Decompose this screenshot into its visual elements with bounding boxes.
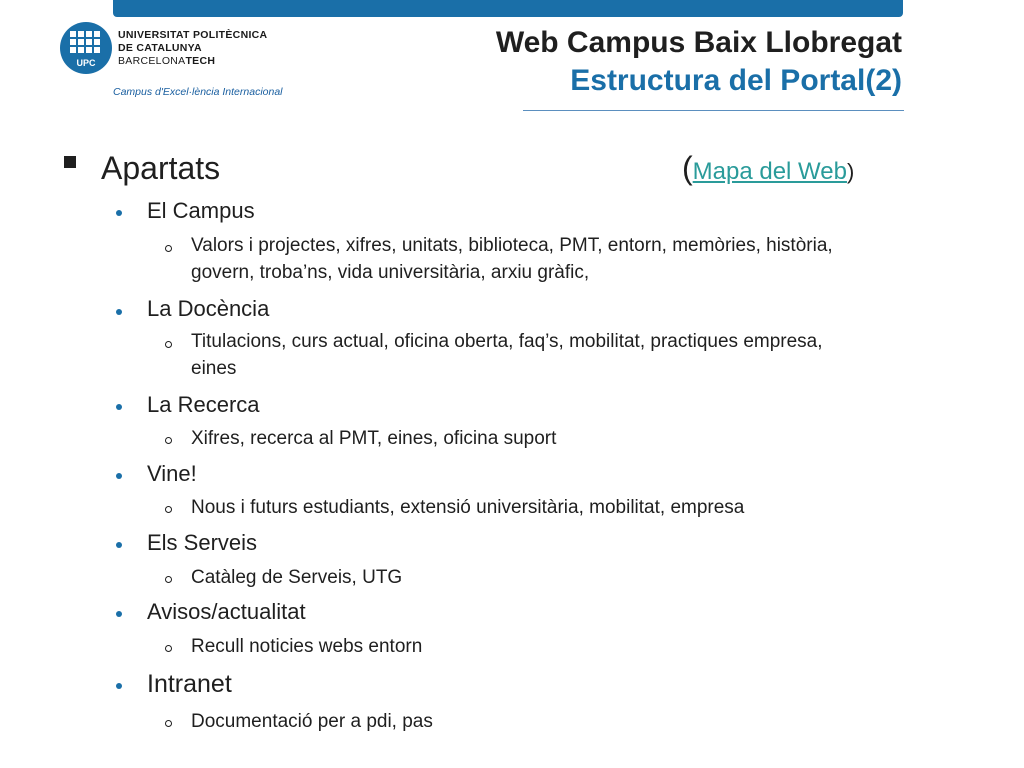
ring-bullet-icon	[165, 245, 172, 252]
logo-line-2: DE CATALUNYA	[118, 42, 202, 54]
bullet-dot-icon	[116, 473, 122, 479]
ring-bullet-icon	[165, 437, 172, 444]
section-items: Nous i futurs estudiants, extensió universitària, mobilitat, empresa	[191, 497, 745, 518]
bullet-dot-icon	[116, 683, 122, 689]
sitemap-link[interactable]: Mapa del Web	[692, 158, 847, 185]
bullet-dot-icon	[116, 210, 122, 216]
section-label: La Recerca	[147, 392, 260, 417]
logo-badge: UPC	[76, 58, 96, 68]
logo-line-3a: BARCELONA	[118, 55, 186, 67]
section-label: El Campus	[147, 198, 255, 223]
section-label: Els Serveis	[147, 530, 258, 555]
top-accent-bar	[113, 0, 903, 17]
upc-logo-icon	[60, 22, 112, 74]
section-label: Intranet	[147, 670, 232, 698]
section-label: Vine!	[147, 461, 197, 486]
sitemap-wrapper	[682, 150, 854, 187]
ring-bullet-icon	[165, 720, 172, 727]
ring-bullet-icon	[165, 645, 172, 652]
bullet-dot-icon	[116, 611, 122, 617]
logo-line-3b: TECH	[185, 55, 216, 67]
section-items: Xifres, recerca al PMT, eines, oficina suport	[191, 428, 557, 449]
ring-bullet-icon	[165, 341, 172, 348]
sitemap-open-paren: (	[682, 150, 693, 186]
bullet-dot-icon	[116, 542, 122, 548]
square-bullet-icon	[64, 156, 76, 168]
section-items: Catàleg de Serveis, UTG	[191, 567, 403, 588]
campus-tagline: Campus d'Excel·lència Internacional	[113, 86, 283, 98]
logo-line-3	[118, 55, 267, 68]
section-items: Recull noticies webs entorn	[191, 636, 423, 657]
bullet-dot-icon	[116, 404, 122, 410]
section-label: Avisos/actualitat	[147, 599, 306, 624]
section-items: Valors i projectes, xifres, unitats, biblioteca, PMT, entorn, memòries, història, govern, troba’ns, vida universitària, arxiu gràfic,	[191, 235, 833, 283]
page-subtitle: Estructura del Portal(2)	[570, 64, 902, 97]
bullet-dot-icon	[116, 309, 122, 315]
page-title: Web Campus Baix Llobregat	[495, 26, 902, 59]
section-label: La Docència	[147, 296, 270, 321]
ring-bullet-icon	[165, 576, 172, 583]
section-items: Titulacions, curs actual, oficina oberta, faq’s, mobilitat, practiques empresa, eines	[191, 331, 823, 379]
sitemap-close-paren: )	[846, 159, 855, 184]
logo-line-1: UNIVERSITAT POLITÈCNICA	[118, 29, 268, 41]
section-heading: Apartats	[101, 150, 221, 186]
ring-bullet-icon	[165, 506, 172, 513]
university-name	[118, 29, 267, 68]
title-divider	[523, 110, 904, 111]
section-items: Documentació per a pdi, pas	[191, 711, 433, 732]
